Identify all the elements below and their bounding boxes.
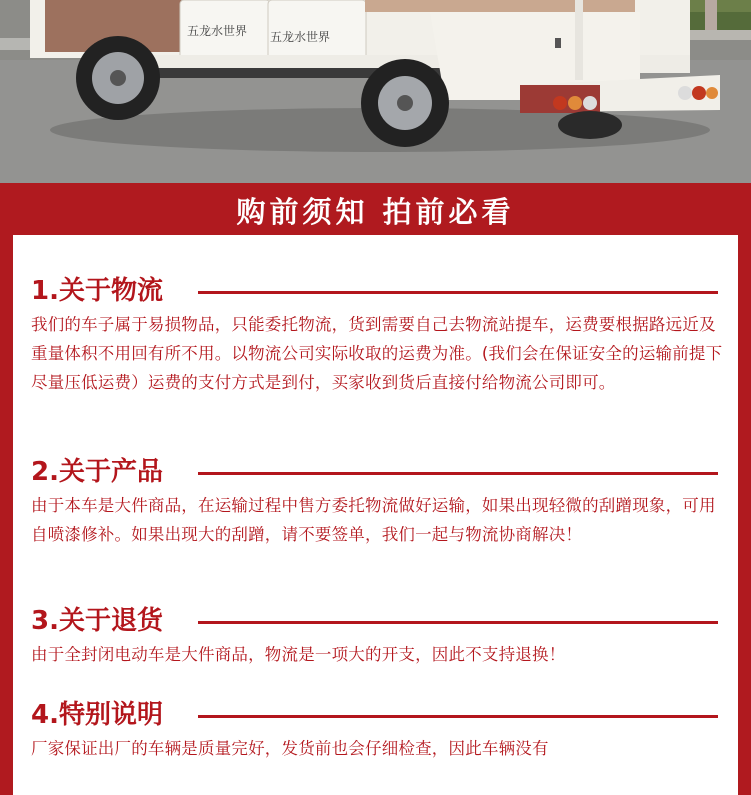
section-body: 由于本车是大件商品，在运输过程中售方委托物流做好运输，如果出现轻微的刮蹭现象，可用自喷漆修补。如果出现大的刮蹭，请不要签单，我们一起与物流协商解决！ xyxy=(31,496,716,544)
vehicle-panel-label: 五龙水世界 xyxy=(270,30,331,44)
heading-divider xyxy=(198,291,718,294)
heading-divider xyxy=(198,715,718,718)
heading-divider xyxy=(198,621,718,624)
section-heading: 1.关于物流 xyxy=(31,276,163,306)
section-heading: 4.特别说明 xyxy=(31,700,163,730)
section-body: 由于全封闭电动车是大件商品，物流是一项大的开支，因此不支持退换！ xyxy=(31,645,566,664)
section-body: 我们的车子属于易损物品，只能委托物流，货到需要自己去物流站提车，运费要根据路远近及重量体积不用回有所不用。以物流公司实际收取的运费为准。(我们会在保证安全的运输前提下尽量压低运费）运费的支付方式是到付，买家收到货后直接付给物流公司即可。 xyxy=(31,315,723,392)
notice-panel xyxy=(13,235,738,795)
banner-title: 购前须知 拍前必看 xyxy=(236,195,515,229)
notice-frame xyxy=(0,183,751,758)
section-body: 厂家保证出厂的车辆是质量完好，发货前也会仔细检查，因此车辆没有 xyxy=(31,739,549,758)
heading-divider xyxy=(198,472,718,475)
section-heading: 3.关于退货 xyxy=(31,606,163,636)
vehicle-panel-label: 五龙水世界 xyxy=(187,24,248,38)
product-photo xyxy=(0,0,751,183)
vehicle-illustration xyxy=(0,0,751,183)
section-heading: 2.关于产品 xyxy=(31,457,163,487)
